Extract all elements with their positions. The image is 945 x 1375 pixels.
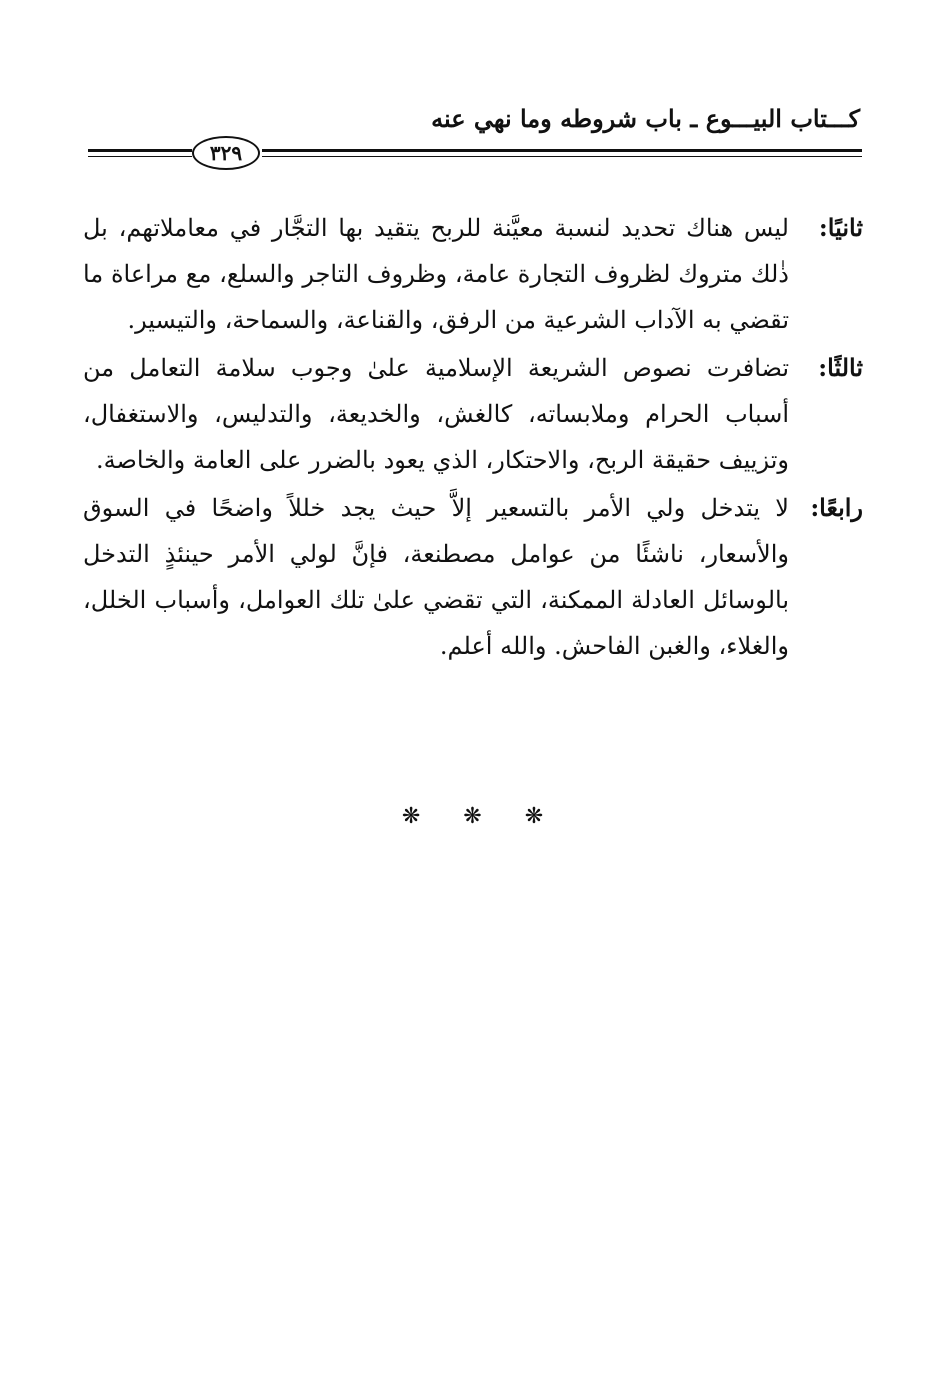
main-text: [83, 205, 863, 671]
paragraph-second: [83, 205, 863, 343]
paragraph-text: ليس هناك تحديد لنسبة معيَّنة للربح يتقيد بها التجَّار في معاملاتهم، بل ذٰلك متروك لظروف التجارة عامة، وظروف التاجر والسلع، مع مراعاة ما تقضي به الآداب الشرعية من الرفق، والقناعة، والسماحة، والتيسير.: [83, 214, 789, 334]
header-rule-left: [88, 144, 192, 162]
asterism-icon: ❋: [401, 804, 421, 829]
paragraph-fourth: [83, 485, 863, 669]
header-rule-right: [262, 144, 862, 162]
section-end-ornament: [0, 804, 945, 829]
asterism-icon: ❋: [463, 804, 482, 829]
paragraph-label: رابعًا:: [810, 493, 863, 522]
asterism-icon: ❋: [524, 804, 544, 829]
paragraph-label: ثالثًا:: [818, 353, 863, 382]
paragraph-third: [83, 345, 863, 483]
paragraph-label: ثانيًا:: [818, 213, 863, 242]
running-header-title: كـــتاب البيـــوع ـ باب شروطه وما نهي عنه: [431, 104, 860, 133]
paragraph-text: لا يتدخل ولي الأمر بالتسعير إلاَّ حيث يجد خللاً واضحًا في السوق والأسعار، ناشئًا من عوامل مصطنعة، فإنَّ لولي الأمر حينئذٍ التدخل بالوسائل العادلة الممكنة، التي تقضي علىٰ تلك العوامل، وأسباب الخلل، والغلاء، والغبن الفاحش. والله أعلم.: [83, 494, 790, 660]
paragraph-text: تضافرت نصوص الشريعة الإسلامية علىٰ وجوب سلامة التعامل من أسباب الحرام وملابساته، كالغش، والخديعة، والتدليس، والاستغفال، وتزييف حقيقة الربح، والاحتكار، الذي يعود بالضرر على العامة والخاصة.: [83, 354, 789, 474]
page-number-badge: ٣٢٩: [192, 136, 260, 170]
